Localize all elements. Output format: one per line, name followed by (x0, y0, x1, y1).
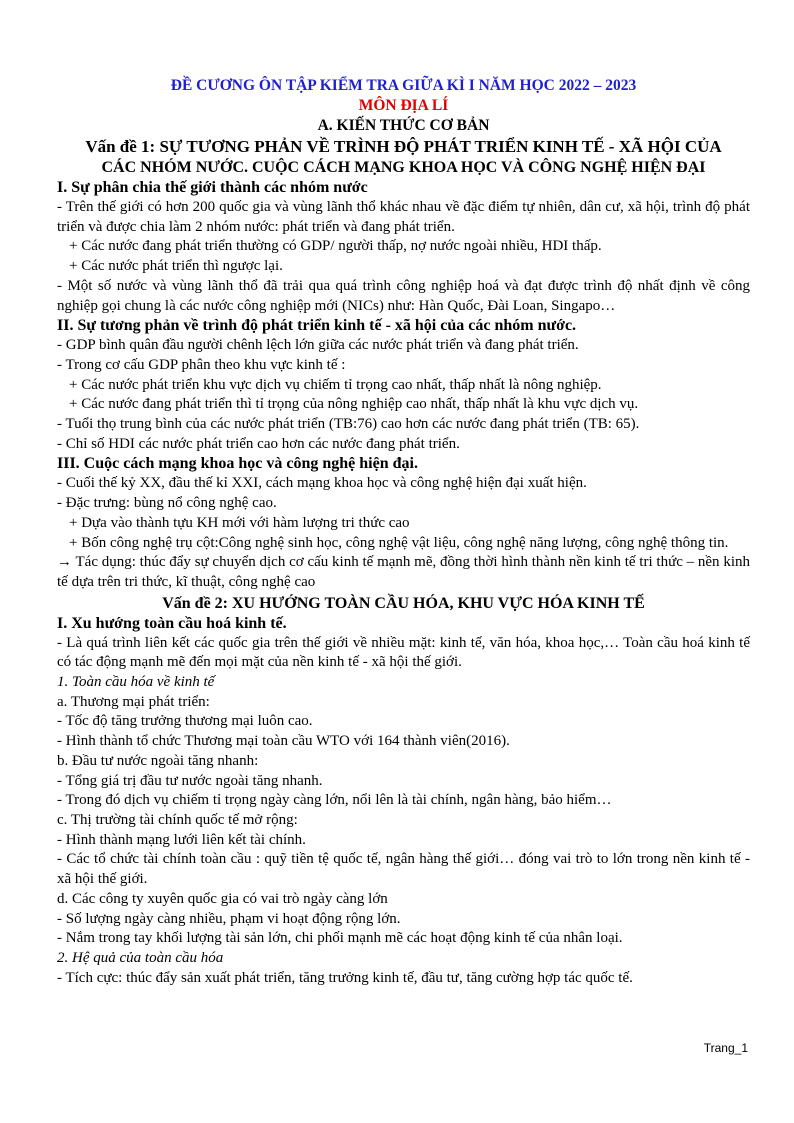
topic-2-title: Vấn đề 2: XU HƯỚNG TOÀN CẦU HÓA, KHU VỰC HÓA KINH TẾ (162, 594, 645, 612)
exam-outline-title: ĐỀ CƯƠNG ÔN TẬP KIỂM TRA GIỮA KÌ I NĂM HỌC 2022 – 2023 (170, 77, 637, 94)
paragraph: - Trên thế giới có hơn 200 quốc gia và vùng lãnh thổ khác nhau về đặc điểm tự nhiên, dân cư, xã hội, trình độ phát triển và được chia làm 2 nhóm nước: phát triển và đang phát triển. (57, 199, 750, 235)
list-item: - Trong đó dịch vụ chiếm tỉ trọng ngày càng lớn, nổi lên là tài chính, ngân hàng, bảo hiểm… (57, 792, 612, 809)
paragraph: - GDP bình quân đầu người chênh lệch lớn giữa các nước phát triển và đang phát triển. (57, 337, 579, 354)
topic-1-title-line2: CÁC NHÓM NƯỚC. CUỘC CÁCH MẠNG KHOA HỌC VÀ CÔNG NGHỆ HIỆN ĐẠI (101, 159, 706, 176)
page-number: Trang_1 (703, 1041, 748, 1055)
paragraph: + Các nước đang phát triển thì tỉ trọng của nông nghiệp cao nhất, thấp nhất là khu vực dịch vụ. (69, 396, 639, 413)
list-item: - Hình thành mạng lưới liên kết tài chính. (57, 831, 306, 848)
paragraph: - Trong cơ cấu GDP phân theo khu vực kinh tế : (57, 356, 346, 373)
list-item: - Tốc độ tăng trưởng thương mại luôn cao. (57, 713, 313, 730)
list-item: c. Thị trường tài chính quốc tế mở rộng: (57, 811, 298, 828)
list-item: - Các tổ chức tài chính toàn cầu : quỹ tiền tệ quốc tế, ngân hàng thế giới… đóng vai trò to lớn trong nền kinh tế - xã hội thế giới. (57, 851, 750, 888)
list-item: - Tổng giá trị đầu tư nước ngoài tăng nhanh. (57, 772, 323, 789)
list-item: a. Thương mại phát triển: (57, 693, 210, 710)
subject-title: MÔN ĐỊA LÍ (358, 97, 449, 114)
topic-1-section-2-heading: II. Sự tương phản về trình độ phát triển kinh tế - xã hội của các nhóm nước. (57, 317, 577, 335)
topic-2-section-1-heading: I. Xu hướng toàn cầu hoá kinh tế. (57, 614, 287, 632)
paragraph: - Đặc trưng: bùng nổ công nghệ cao. (57, 495, 277, 512)
paragraph: - Chỉ số HDI các nước phát triển cao hơn các nước đang phát triển. (57, 435, 460, 452)
topic-1-section-1-heading: I. Sự phân chia thế giới thành các nhóm nước (57, 179, 368, 196)
subheading: 2. Hệ quả của toàn cầu hóa (57, 949, 224, 966)
list-item: - Số lượng ngày càng nhiều, phạm vi hoạt động rộng lớn. (57, 910, 401, 927)
topic-1-section-3-heading: III. Cuộc cách mạng khoa học và công nghệ hiện đại. (57, 455, 418, 473)
subheading: 1. Toàn cầu hóa về kinh tế (57, 674, 215, 691)
list-item: - Tích cực: thúc đẩy sản xuất phát triển, tăng trưởng kinh tế, đầu tư, tăng cường hợp tác quốc tế. (57, 969, 633, 986)
list-item: d. Các công ty xuyên quốc gia có vai trò ngày càng lớn (57, 890, 388, 907)
paragraph: + Dựa vào thành tựu KH mới với hàm lượng tri thức cao (69, 514, 410, 531)
list-item: - Hình thành tổ chức Thương mại toàn cầu WTO với 164 thành viên(2016). (57, 733, 510, 750)
paragraph: + Các nước đang phát triển thường có GDP/ người thấp, nợ nước ngoài nhiều, HDI thấp. (69, 238, 602, 255)
paragraph: + Các nước phát triển khu vực dịch vụ chiếm tỉ trọng cao nhất, thấp nhất là nông nghiệp. (69, 376, 602, 393)
paragraph: - Một số nước và vùng lãnh thổ đã trải qua quá trình công nghiệp hoá và đạt được trình độ nhất định về công nghiệp gọi chung là các nước công nghiệp mới (NICs) như: Hàn Quốc, Đài Loan, Singapo… (57, 277, 750, 314)
paragraph: - Cuối thế kỷ XX, đầu thế kỉ XXI, cách mạng khoa học và công nghệ hiện đại xuất hiện. (57, 475, 587, 492)
paragraph: + Các nước phát triển thì ngược lại. (69, 258, 283, 275)
part-a-heading: A. KIẾN THỨC CƠ BẢN (317, 117, 490, 134)
paragraph: - Là quá trình liên kết các quốc gia trên thế giới về nhiều mặt: kinh tế, văn hóa, khoa học,… Toàn cầu hoá kinh tế có tác động mạnh mẽ đến mọi mặt của nền kinh tế - xã hội thế giới. (57, 634, 750, 671)
paragraph: → Tác dụng: thúc đẩy sự chuyển dịch cơ cấu kinh tế mạnh mẽ, đồng thời hình thành nền kinh tế tri thức – nền kinh tế dựa trên tri thức, kĩ thuật, công nghệ cao (57, 554, 750, 590)
list-item: b. Đầu tư nước ngoài tăng nhanh: (57, 752, 259, 769)
topic-1-title-line1: Vấn đề 1: SỰ TƯƠNG PHẢN VỀ TRÌNH ĐỘ PHÁT TRIỂN KINH TẾ - XÃ HỘI CỦA (85, 137, 722, 156)
list-item: - Nắm trong tay khối lượng tài sản lớn, chi phối mạnh mẽ các hoạt động kinh tế của nhân loại. (57, 930, 623, 947)
page-content (57, 76, 750, 988)
paragraph: - Tuổi thọ trung bình của các nước phát triển (TB:76) cao hơn các nước đang phát triển (TB: 65). (57, 416, 640, 433)
paragraph: + Bốn công nghệ trụ cột:Công nghệ sinh học, công nghệ vật liệu, công nghệ năng lượng, công nghệ thông tin. (69, 534, 729, 551)
